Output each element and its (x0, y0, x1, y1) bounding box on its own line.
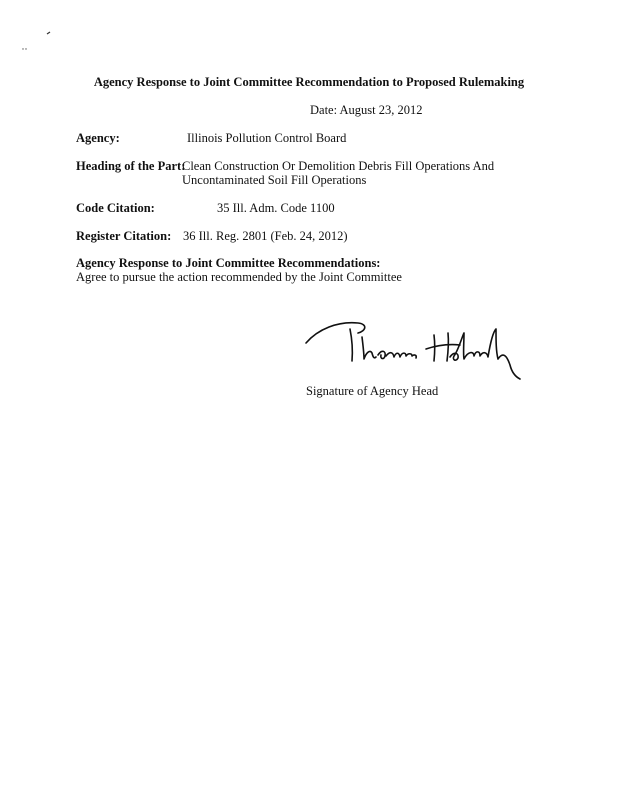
register-citation-value: 36 Ill. Reg. 2801 (Feb. 24, 2012) (183, 229, 348, 243)
heading-value-line-2: Uncontaminated Soil Fill Operations (182, 173, 367, 187)
response-heading: Agency Response to Joint Committee Recommendations: (76, 256, 381, 270)
document-title: Agency Response to Joint Committee Recommendation to Proposed Rulemaking (93, 75, 525, 89)
response-text: Agree to pursue the action recommended by the Joint Committee (76, 270, 402, 284)
code-citation-value: 35 Ill. Adm. Code 1100 (217, 201, 335, 215)
register-citation-label: Register Citation: (76, 229, 172, 243)
agency-label: Agency: (76, 131, 120, 145)
agency-value: Illinois Pollution Control Board (187, 131, 347, 145)
heading-label: Heading of the Part: (76, 159, 186, 173)
document-date: Date: August 23, 2012 (310, 103, 423, 117)
signature-caption: Signature of Agency Head (306, 384, 439, 398)
handwritten-signature (298, 315, 528, 385)
code-citation-label: Code Citation: (76, 201, 155, 215)
heading-value-line-1: Clean Construction Or Demolition Debris Fill Operations And (182, 159, 495, 173)
scan-specks (18, 28, 58, 58)
